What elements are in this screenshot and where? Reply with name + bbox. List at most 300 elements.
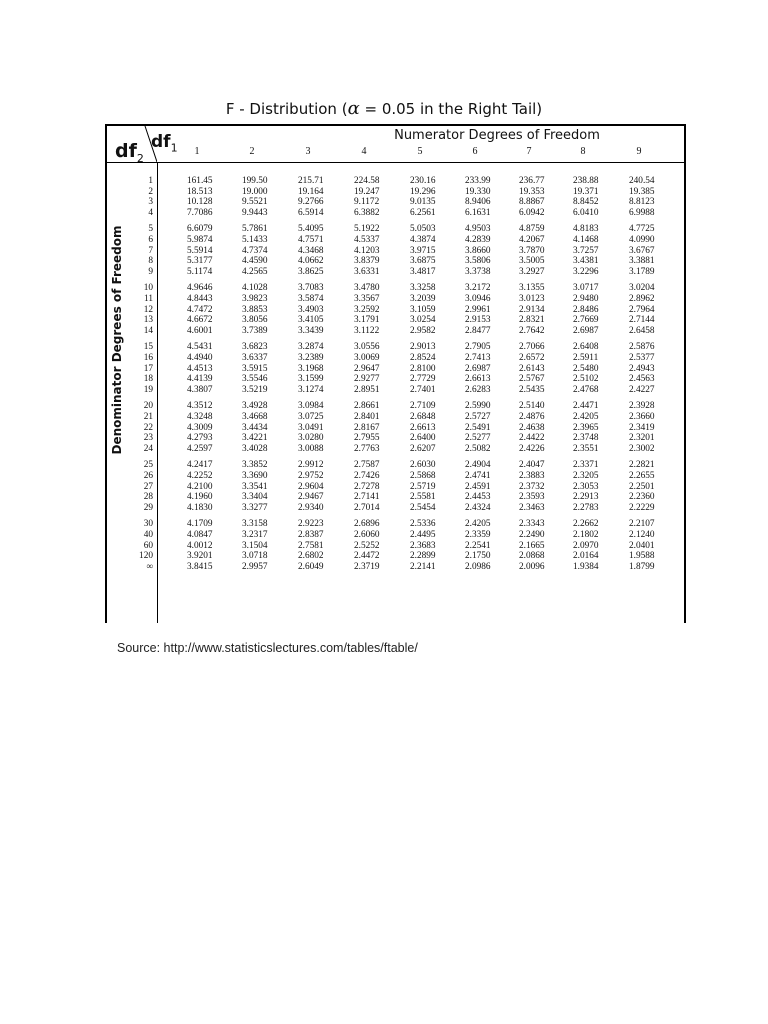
table-cell: 5.1433 — [242, 235, 268, 245]
table-cell: 3.6875 — [410, 256, 436, 267]
table-cell: 2.7587 — [354, 460, 380, 471]
table-row — [107, 224, 682, 235]
column-header: 4 — [361, 146, 367, 157]
f-distribution-table — [105, 124, 686, 623]
row-df-label: 15 — [143, 342, 153, 353]
table-cell: 2.5990 — [465, 401, 491, 412]
table-cell: 8.8867 — [519, 197, 545, 208]
table-cell: 2.4876 — [519, 412, 545, 422]
table-cell: 3.1599 — [298, 374, 324, 385]
table-cell: 3.0088 — [298, 444, 324, 455]
table-cell: 3.0491 — [298, 422, 324, 433]
table-row — [107, 353, 682, 364]
table-cell: 2.3660 — [629, 412, 655, 422]
table-cell: 2.1240 — [629, 530, 655, 540]
table-cell: 2.0868 — [519, 551, 545, 562]
table-cell: 2.7066 — [519, 342, 545, 353]
table-cell: 2.2360 — [629, 492, 655, 503]
row-df-label: 7 — [148, 245, 153, 256]
table-cell: 2.3371 — [573, 460, 599, 471]
table-cell: 4.2252 — [187, 471, 213, 481]
table-cell: 224.58 — [354, 176, 380, 186]
table-cell: 19.164 — [298, 186, 324, 197]
table-cell: 3.2389 — [298, 353, 324, 363]
alpha-symbol: α — [347, 98, 360, 119]
table-cell: 3.6337 — [242, 353, 268, 363]
table-row — [107, 551, 682, 562]
table-cell: 3.5874 — [298, 294, 324, 304]
table-cell: 215.71 — [298, 176, 324, 186]
row-df-label: 2 — [148, 186, 153, 197]
table-cell: 2.3551 — [573, 444, 599, 455]
table-cell: 5.4095 — [298, 224, 324, 235]
row-df-label: 30 — [143, 519, 153, 530]
table-cell: 2.6030 — [410, 460, 436, 471]
table-cell: 2.2107 — [629, 519, 655, 530]
table-cell: 4.3468 — [298, 245, 324, 256]
table-cell: 2.6207 — [410, 444, 436, 455]
table-cell: 2.6613 — [410, 422, 436, 433]
table-cell: 4.3248 — [187, 412, 213, 422]
table-cell: 2.8486 — [573, 304, 599, 315]
table-cell: 4.8443 — [187, 294, 213, 304]
table-cell: 1.9384 — [573, 562, 599, 573]
row-df-label: 25 — [143, 460, 153, 471]
table-cell: 4.1028 — [242, 283, 268, 294]
table-cell: 4.4590 — [242, 256, 268, 267]
table-cell: 3.7257 — [573, 245, 599, 256]
table-cell: 199.50 — [242, 176, 268, 186]
table-cell: 3.3158 — [242, 519, 268, 530]
table-cell: 3.7389 — [242, 326, 268, 337]
table-cell: 2.5727 — [465, 412, 491, 422]
table-cell: 3.5005 — [519, 256, 545, 267]
table-row — [107, 294, 682, 305]
row-df-label: 9 — [148, 267, 153, 278]
table-row — [107, 246, 682, 257]
table-cell: 2.4471 — [573, 401, 599, 412]
table-cell: 2.6400 — [410, 433, 436, 444]
table-cell: 5.5914 — [187, 245, 213, 256]
table-cell: 3.8415 — [187, 562, 213, 573]
row-df-label: 13 — [143, 315, 153, 326]
table-cell: 8.8123 — [629, 197, 655, 208]
table-cell: 2.5719 — [410, 481, 436, 492]
table-cell: 2.2899 — [410, 551, 436, 562]
table-cell: 3.1504 — [242, 540, 268, 551]
table-cell: 3.3277 — [242, 503, 268, 514]
row-df-label: 60 — [143, 540, 153, 551]
table-cell: 4.6672 — [187, 315, 213, 326]
table-cell: 2.9223 — [298, 519, 324, 530]
table-cell: 3.4028 — [242, 444, 268, 455]
table-cell: 4.3874 — [410, 235, 436, 245]
table-cell: 3.1789 — [629, 267, 655, 278]
table-row — [107, 444, 682, 455]
table-cell: 2.9582 — [410, 326, 436, 337]
table-cell: 2.7426 — [354, 471, 380, 481]
table-cell: 3.1968 — [298, 363, 324, 374]
table-cell: 3.0204 — [629, 283, 655, 294]
table-cell: 2.1750 — [465, 551, 491, 562]
table-cell: 2.4741 — [465, 471, 491, 481]
table-cell: 4.2793 — [187, 433, 213, 444]
table-cell: 2.3883 — [519, 471, 545, 481]
table-row — [107, 562, 682, 573]
row-df-label: 28 — [143, 492, 153, 503]
table-cell: 9.9443 — [242, 208, 268, 219]
table-row — [107, 374, 682, 385]
table-cell: 3.4434 — [242, 422, 268, 433]
table-cell: 3.4105 — [298, 315, 324, 326]
header-rule — [107, 162, 684, 163]
table-row — [107, 364, 682, 375]
table-row — [107, 208, 682, 219]
row-df-label: 27 — [143, 481, 153, 492]
table-cell: 3.9201 — [187, 551, 213, 562]
table-cell: 3.0718 — [242, 551, 268, 562]
table-cell: 3.3439 — [298, 326, 324, 337]
table-cell: 2.3593 — [519, 492, 545, 503]
table-cell: 2.4591 — [465, 481, 491, 492]
table-cell: 2.5102 — [573, 374, 599, 385]
row-df-label: 12 — [143, 304, 153, 315]
table-cell: 2.7109 — [410, 401, 436, 412]
table-cell: 19.371 — [573, 186, 599, 197]
table-cell: 2.5480 — [573, 363, 599, 374]
table-cell: 2.9277 — [354, 374, 380, 385]
table-cell: 2.9013 — [410, 342, 436, 353]
table-cell: 161.45 — [187, 176, 213, 186]
table-cell: 3.4668 — [242, 412, 268, 422]
table-cell: 3.4381 — [573, 256, 599, 267]
table-row — [107, 197, 682, 208]
table-cell: 2.8321 — [519, 315, 545, 326]
table-cell: 2.6613 — [465, 374, 491, 385]
numerator-title: Numerator Degrees of Freedom — [394, 128, 600, 143]
table-row — [107, 326, 682, 337]
table-row — [107, 492, 682, 503]
table-cell: 4.8183 — [573, 224, 599, 235]
table-row — [107, 482, 682, 493]
table-cell: 2.5082 — [465, 444, 491, 455]
table-cell: 7.7086 — [187, 208, 213, 219]
table-cell: 3.9823 — [242, 294, 268, 304]
df1-label: $df_1$ — [151, 132, 178, 155]
table-cell: 3.0946 — [465, 294, 491, 304]
table-cell: 3.0984 — [298, 401, 324, 412]
table-cell: 2.7669 — [573, 315, 599, 326]
table-cell: 3.5219 — [242, 385, 268, 396]
table-cell: 2.6049 — [298, 562, 324, 573]
table-cell: 2.6896 — [354, 519, 380, 530]
table-cell: 3.0717 — [573, 283, 599, 294]
table-cell: 6.1631 — [465, 208, 491, 219]
table-cell: 3.2317 — [242, 530, 268, 540]
table-cell: 4.4940 — [187, 353, 213, 363]
table-cell: 2.6458 — [629, 326, 655, 337]
table-cell: 8.8452 — [573, 197, 599, 208]
table-row — [107, 503, 682, 514]
table-cell: 2.2541 — [465, 540, 491, 551]
table-cell: 3.4780 — [354, 283, 380, 294]
table-cell: 3.6823 — [242, 342, 268, 353]
table-row — [107, 423, 682, 434]
table-cell: 3.3690 — [242, 471, 268, 481]
table-cell: 2.4943 — [629, 363, 655, 374]
row-df-label: 23 — [143, 433, 153, 444]
row-df-label: 22 — [143, 422, 153, 433]
table-cell: 4.7472 — [187, 304, 213, 315]
table-cell: 2.8951 — [354, 385, 380, 396]
table-cell: 2.7401 — [410, 385, 436, 396]
table-cell: 3.1274 — [298, 385, 324, 396]
denominator-title: Denominator Degrees of Freedom — [110, 225, 124, 455]
table-cell: 238.88 — [573, 176, 599, 186]
table-cell: 2.7905 — [465, 342, 491, 353]
table-cell: 2.4324 — [465, 503, 491, 514]
table-cell: 2.2490 — [519, 530, 545, 540]
table-cell: 2.3748 — [573, 433, 599, 444]
table-cell: 2.0986 — [465, 562, 491, 573]
table-cell: 2.8387 — [298, 530, 324, 540]
table-cell: 2.4904 — [465, 460, 491, 471]
table-cell: 3.4903 — [298, 304, 324, 315]
table-cell: 3.7870 — [519, 245, 545, 256]
table-cell: 2.8477 — [465, 326, 491, 337]
table-cell: 2.6060 — [354, 530, 380, 540]
table-cell: 19.000 — [242, 186, 268, 197]
table-cell: 4.3512 — [187, 401, 213, 412]
table-cell: 2.3419 — [629, 422, 655, 433]
table-cell: 2.7278 — [354, 481, 380, 492]
table-cell: 2.2913 — [573, 492, 599, 503]
table-cell: 2.7729 — [410, 374, 436, 385]
table-cell: 3.8056 — [242, 315, 268, 326]
table-cell: 2.5868 — [410, 471, 436, 481]
table-cell: 2.9467 — [298, 492, 324, 503]
table-cell: 6.2561 — [410, 208, 436, 219]
table-cell: 4.0662 — [298, 256, 324, 267]
table-cell: 2.3732 — [519, 481, 545, 492]
row-df-label: 19 — [143, 385, 153, 396]
row-df-label: 24 — [143, 444, 153, 455]
table-cell: 2.5377 — [629, 353, 655, 363]
table-cell: 3.3258 — [410, 283, 436, 294]
table-cell: 2.5336 — [410, 519, 436, 530]
table-row — [107, 401, 682, 412]
table-cell: 3.8660 — [465, 245, 491, 256]
row-df-label: 40 — [143, 530, 153, 540]
table-row — [107, 519, 682, 530]
table-cell: 4.9503 — [465, 224, 491, 235]
table-cell: 2.4226 — [519, 444, 545, 455]
table-cell: 2.5911 — [573, 353, 599, 363]
table-cell: 3.3852 — [242, 460, 268, 471]
table-cell: 2.3002 — [629, 444, 655, 455]
table-cell: 2.4227 — [629, 385, 655, 396]
table-cell: 2.0096 — [519, 562, 545, 573]
table-cell: 3.3738 — [465, 267, 491, 278]
table-cell: 2.3205 — [573, 471, 599, 481]
row-df-label: 6 — [148, 235, 153, 245]
table-row — [107, 305, 682, 316]
table-cell: 2.8524 — [410, 353, 436, 363]
table-row — [107, 267, 682, 278]
row-df-label: 21 — [143, 412, 153, 422]
table-cell: 2.9647 — [354, 363, 380, 374]
table-cell: 2.2501 — [629, 481, 655, 492]
table-cell: 19.385 — [629, 186, 655, 197]
table-cell: 4.0012 — [187, 540, 213, 551]
table-row — [107, 342, 682, 353]
table-cell: 2.0401 — [629, 540, 655, 551]
column-header: 6 — [472, 146, 478, 157]
table-cell: 4.2597 — [187, 444, 213, 455]
table-cell: 2.6987 — [465, 363, 491, 374]
table-cell: 6.0942 — [519, 208, 545, 219]
table-cell: 2.9752 — [298, 471, 324, 481]
table-cell: 2.9480 — [573, 294, 599, 304]
table-cell: 4.5431 — [187, 342, 213, 353]
table-cell: 2.3965 — [573, 422, 599, 433]
table-cell: 3.1059 — [410, 304, 436, 315]
table-cell: 2.3343 — [519, 519, 545, 530]
table-cell: 4.4513 — [187, 363, 213, 374]
table-cell: 2.5277 — [465, 433, 491, 444]
row-df-label: 120 — [139, 551, 153, 562]
table-cell: 240.54 — [629, 176, 655, 186]
table-cell: 3.0254 — [410, 315, 436, 326]
table-cell: 2.7581 — [298, 540, 324, 551]
column-header: 5 — [417, 146, 423, 157]
row-df-label: 29 — [143, 503, 153, 514]
table-cell: 3.7083 — [298, 283, 324, 294]
table-cell: 3.6767 — [629, 245, 655, 256]
table-cell: 5.3177 — [187, 256, 213, 267]
row-df-label: 18 — [143, 374, 153, 385]
table-cell: 9.5521 — [242, 197, 268, 208]
row-df-label: 14 — [143, 326, 153, 337]
title-prefix: F - Distribution ( — [225, 100, 348, 118]
table-cell: 2.6283 — [465, 385, 491, 396]
table-cell: 2.4563 — [629, 374, 655, 385]
table-cell: 6.6079 — [187, 224, 213, 235]
table-cell: 4.6001 — [187, 326, 213, 337]
table-cell: 2.1802 — [573, 530, 599, 540]
table-row — [107, 283, 682, 294]
table-row — [107, 235, 682, 246]
table-cell: 3.2874 — [298, 342, 324, 353]
table-cell: 3.2592 — [354, 304, 380, 315]
table-cell: 2.2662 — [573, 519, 599, 530]
table-cell: 18.513 — [187, 186, 213, 197]
table-cell: 4.5337 — [354, 235, 380, 245]
table-cell: 2.2783 — [573, 503, 599, 514]
table-cell: 19.353 — [519, 186, 545, 197]
table-cell: 2.7642 — [519, 326, 545, 337]
table-cell: 3.5546 — [242, 374, 268, 385]
table-cell: 3.1355 — [519, 283, 545, 294]
table-cell: 3.0123 — [519, 294, 545, 304]
table-cell: 2.9604 — [298, 481, 324, 492]
column-header: 7 — [526, 146, 532, 157]
table-cell: 1.9588 — [629, 551, 655, 562]
table-cell: 6.3882 — [354, 208, 380, 219]
table-cell: 4.7725 — [629, 224, 655, 235]
column-header: 8 — [580, 146, 586, 157]
table-cell: 2.9961 — [465, 304, 491, 315]
table-row — [107, 433, 682, 444]
table-cell: 2.2141 — [410, 562, 436, 573]
table-cell: 2.9153 — [465, 315, 491, 326]
table-cell: 3.0280 — [298, 433, 324, 444]
table-cell: 3.9715 — [410, 245, 436, 256]
table-cell: 2.5454 — [410, 503, 436, 514]
source-citation: Source: http://www.statisticslectures.com/tables/ftable/ — [117, 641, 418, 655]
row-df-label: 16 — [143, 353, 153, 363]
table-cell: 3.8625 — [298, 267, 324, 278]
row-df-label: 5 — [148, 224, 153, 235]
table-cell: 4.2839 — [465, 235, 491, 245]
table-cell: 2.6408 — [573, 342, 599, 353]
table-row — [107, 187, 682, 198]
table-cell: 3.5806 — [465, 256, 491, 267]
table-cell: 2.4453 — [465, 492, 491, 503]
table-cell: 4.8759 — [519, 224, 545, 235]
table-cell: 2.7964 — [629, 304, 655, 315]
table-cell: 3.0069 — [354, 353, 380, 363]
table-row — [107, 412, 682, 423]
table-cell: 4.2100 — [187, 481, 213, 492]
column-header: 3 — [305, 146, 311, 157]
table-cell: 2.3683 — [410, 540, 436, 551]
table-row — [107, 460, 682, 471]
table-cell: 2.4205 — [465, 519, 491, 530]
table-cell: 2.4205 — [573, 412, 599, 422]
table-cell: 230.16 — [410, 176, 436, 186]
table-cell: 4.1960 — [187, 492, 213, 503]
table-cell: 2.8100 — [410, 363, 436, 374]
table-cell: 233.99 — [465, 176, 491, 186]
table-cell: 2.3359 — [465, 530, 491, 540]
column-header: 9 — [636, 146, 642, 157]
table-cell: 2.6848 — [410, 412, 436, 422]
table-cell: 4.7374 — [242, 245, 268, 256]
table-cell: 3.1791 — [354, 315, 380, 326]
table-cell: 2.8661 — [354, 401, 380, 412]
table-row — [107, 256, 682, 267]
row-df-label: 10 — [143, 283, 153, 294]
table-cell: 2.5767 — [519, 374, 545, 385]
title-suffix: = 0.05 in the Right Tail) — [359, 100, 543, 118]
table-cell: 2.5140 — [519, 401, 545, 412]
table-cell: 9.2766 — [298, 197, 324, 208]
table-cell: 3.4221 — [242, 433, 268, 444]
table-cell: 3.0556 — [354, 342, 380, 353]
table-cell: 3.3881 — [629, 256, 655, 267]
table-cell: 4.3807 — [187, 385, 213, 396]
table-cell: 4.4139 — [187, 374, 213, 385]
table-cell: 4.1709 — [187, 519, 213, 530]
row-df-label: 8 — [148, 256, 153, 267]
table-cell: 8.9406 — [465, 197, 491, 208]
table-row — [107, 541, 682, 552]
table-cell: 2.4422 — [519, 433, 545, 444]
table-cell: 3.1122 — [354, 326, 380, 337]
column-header: 1 — [194, 146, 200, 157]
table-cell: 4.0990 — [629, 235, 655, 245]
